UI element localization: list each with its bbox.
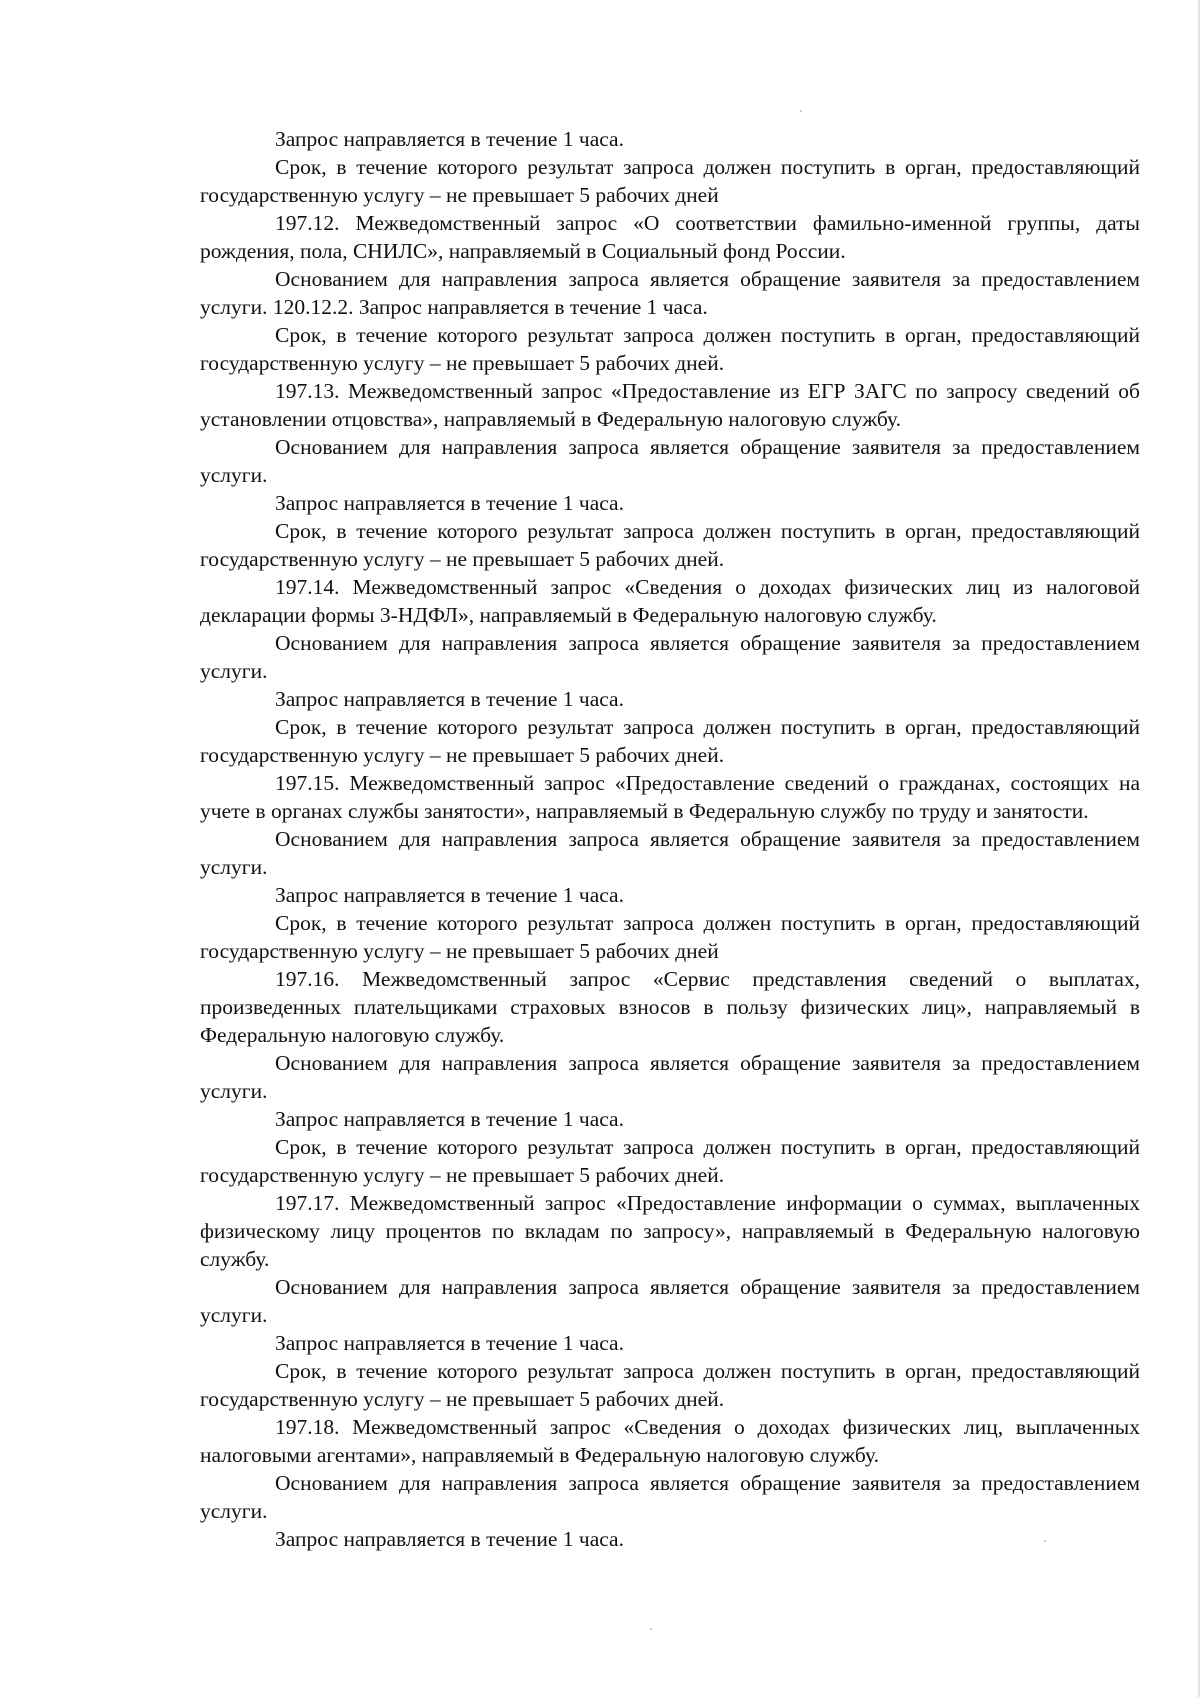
paragraph: Срок, в течение которого результат запроса должен поступить в орган, предоставляющий государственную услугу – не превышает 5 рабочих дней. xyxy=(200,715,1140,767)
paragraph: Срок, в течение которого результат запроса должен поступить в орган, предоставляющий государственную услугу – не превышает 5 рабочих дней. xyxy=(200,1135,1140,1187)
paragraph: 197.18. Межведомственный запрос «Сведения о доходах физических лиц, выплаченных налоговыми агентами», направляемый в Федеральную налоговую службу. xyxy=(200,1415,1140,1467)
paragraph: Запрос направляется в течение 1 часа. xyxy=(275,883,624,907)
paragraph: 197.13. Межведомственный запрос «Предоставление из ЕГР ЗАГС по запросу сведений об установлении отцовства», направляемый в Федеральную налоговую службу. xyxy=(200,379,1140,431)
paragraph: Срок, в течение которого результат запроса должен поступить в орган, предоставляющий государственную услугу – не превышает 5 рабочих дней. xyxy=(200,323,1140,375)
paragraph: Срок, в течение которого результат запроса должен поступить в орган, предоставляющий государственную услугу – не превышает 5 рабочих дней xyxy=(200,911,1140,963)
paragraph: Запрос направляется в течение 1 часа. xyxy=(275,1107,624,1131)
paragraph: 197.14. Межведомственный запрос «Сведения о доходах физических лиц из налоговой декларации формы 3-НДФЛ», направляемый в Федеральную налоговую службу. xyxy=(200,575,1140,627)
paragraph: 197.12. Межведомственный запрос «О соответствии фамильно-именной группы, даты рождения, пола, СНИЛС», направляемый в Социальный фонд России. xyxy=(200,211,1140,263)
paragraph: 197.16. Межведомственный запрос «Сервис представления сведений о выплатах, произведенных плательщиками страховых взносов в пользу физических лиц», направляемый в Федеральную налоговую службу. xyxy=(200,967,1140,1047)
paragraph: Основанием для направления запроса является обращение заявителя за предоставлением услуги. xyxy=(200,435,1140,487)
paragraph: 197.17. Межведомственный запрос «Предоставление информации о суммах, выплаченных физическому лицу процентов по вкладам по запросу», направляемый в Федеральную налоговую службу. xyxy=(200,1191,1140,1271)
scan-dot xyxy=(800,110,802,112)
paragraph: Запрос направляется в течение 1 часа. xyxy=(275,491,624,515)
paragraph: Запрос направляется в течение 1 часа. xyxy=(275,127,624,151)
paragraph: Срок, в течение которого результат запроса должен поступить в орган, предоставляющий государственную услугу – не превышает 5 рабочих дней xyxy=(200,155,1140,207)
paragraph: 197.15. Межведомственный запрос «Предоставление сведений о гражданах, состоящих на учете в органах службы занятости», направляемый в Федеральную службу по труду и занятости. xyxy=(200,771,1140,823)
paragraph: Запрос направляется в течение 1 часа. xyxy=(275,1527,624,1551)
paragraph: Основанием для направления запроса является обращение заявителя за предоставлением услуги. xyxy=(200,1471,1140,1523)
paragraph: Запрос направляется в течение 1 часа. xyxy=(275,687,624,711)
paragraph: Основанием для направления запроса является обращение заявителя за предоставлением услуги. xyxy=(200,1051,1140,1103)
paragraph: Срок, в течение которого результат запроса должен поступить в орган, предоставляющий государственную услугу – не превышает 5 рабочих дней. xyxy=(200,1359,1140,1411)
paragraph: Основанием для направления запроса является обращение заявителя за предоставлением услуги. 120.12.2. Запрос направляется в течение 1 часа. xyxy=(200,267,1140,319)
paragraph: Срок, в течение которого результат запроса должен поступить в орган, предоставляющий государственную услугу – не превышает 5 рабочих дней. xyxy=(200,519,1140,571)
paragraph: Запрос направляется в течение 1 часа. xyxy=(275,1331,624,1355)
paragraph: Основанием для направления запроса является обращение заявителя за предоставлением услуги. xyxy=(200,827,1140,879)
document-page xyxy=(200,125,1140,1553)
paragraph: Основанием для направления запроса является обращение заявителя за предоставлением услуги. xyxy=(200,631,1140,683)
paragraph: Основанием для направления запроса является обращение заявителя за предоставлением услуги. xyxy=(200,1275,1140,1327)
scan-dot xyxy=(650,1628,652,1630)
